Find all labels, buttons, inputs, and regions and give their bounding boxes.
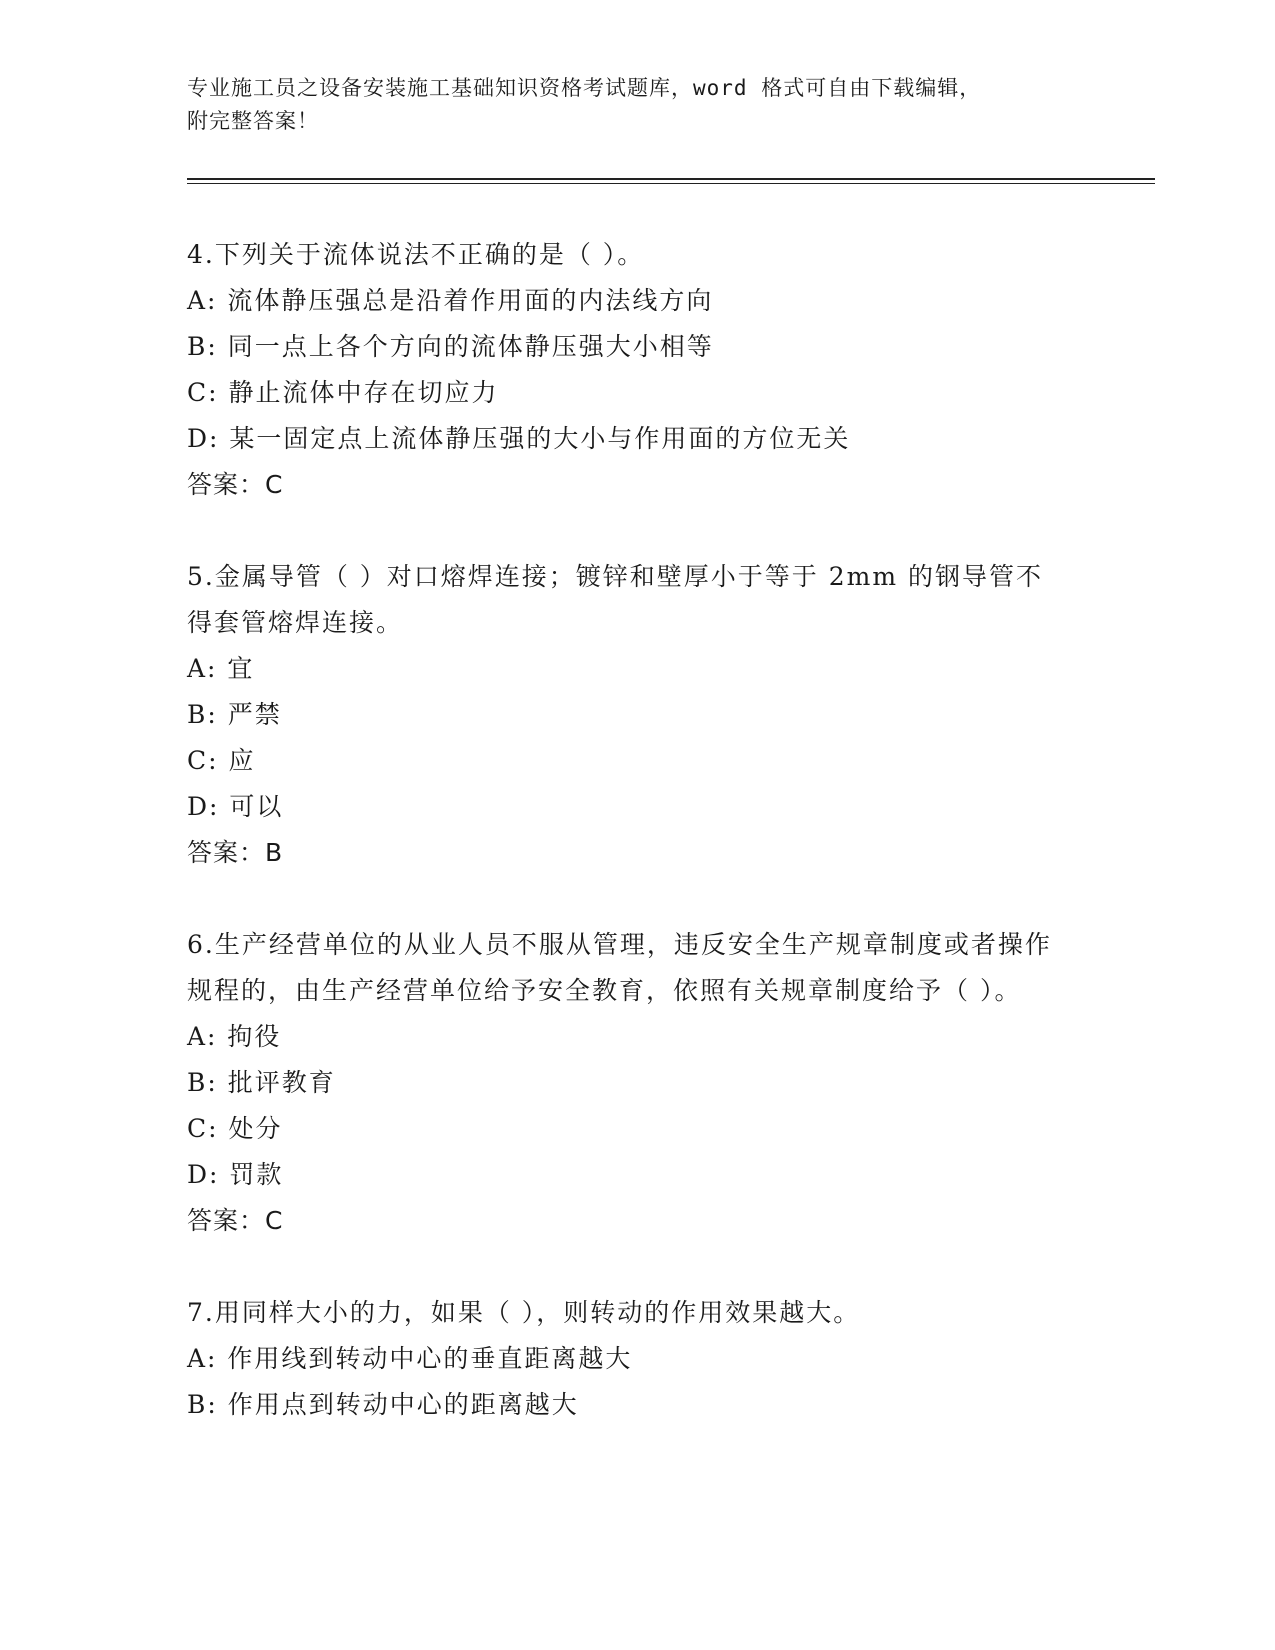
- option-b: B: 同一点上各个方向的流体静压强大小相等: [187, 332, 714, 361]
- answer: 答案：C: [187, 1206, 284, 1235]
- option-d: D: 可以: [187, 792, 284, 821]
- question-6: [187, 922, 1087, 1244]
- option-c: C: 处分: [187, 1114, 283, 1143]
- option-a: A: 宜: [187, 654, 255, 683]
- option-c: C: 应: [187, 746, 256, 775]
- option-a: A: 拘役: [187, 1022, 282, 1051]
- option-d: D: 罚款: [187, 1160, 284, 1189]
- question-list: [187, 232, 1087, 1474]
- question-stem: 4.下列关于流体说法不正确的是（ ）。: [187, 240, 645, 269]
- option-b: B: 严禁: [187, 700, 282, 729]
- header-divider-bottom: [187, 183, 1155, 184]
- document-header: 专业施工员之设备安装施工基础知识资格考试题库，word 格式可自由下载编辑， 附完整答案！: [187, 76, 982, 133]
- option-c: C: 静止流体中存在切应力: [187, 378, 499, 407]
- question-4: [187, 232, 1087, 508]
- question-stem: 5.金属导管（ ）对口熔焊连接；镀锌和壁厚小于等于 2mm 的钢导管不得套管熔焊连接。: [187, 562, 1044, 637]
- question-stem: 6.生产经营单位的从业人员不服从管理，违反安全生产规章制度或者操作规程的，由生产经营单位给予安全教育，依照有关规章制度给予（ ）。: [187, 930, 1052, 1005]
- question-5: [187, 554, 1087, 876]
- option-a: A: 流体静压强总是沿着作用面的内法线方向: [187, 286, 714, 315]
- option-b: B: 作用点到转动中心的距离越大: [187, 1390, 579, 1419]
- option-b: B: 批评教育: [187, 1068, 336, 1097]
- option-a: A: 作用线到转动中心的垂直距离越大: [187, 1344, 633, 1373]
- answer: 答案：B: [187, 838, 284, 867]
- question-7: [187, 1290, 1087, 1428]
- question-stem: 7.用同样大小的力，如果（ ），则转动的作用效果越大。: [187, 1298, 861, 1327]
- answer: 答案：C: [187, 470, 284, 499]
- header-divider-top: [187, 178, 1155, 180]
- option-d: D: 某一固定点上流体静压强的大小与作用面的方位无关: [187, 424, 851, 453]
